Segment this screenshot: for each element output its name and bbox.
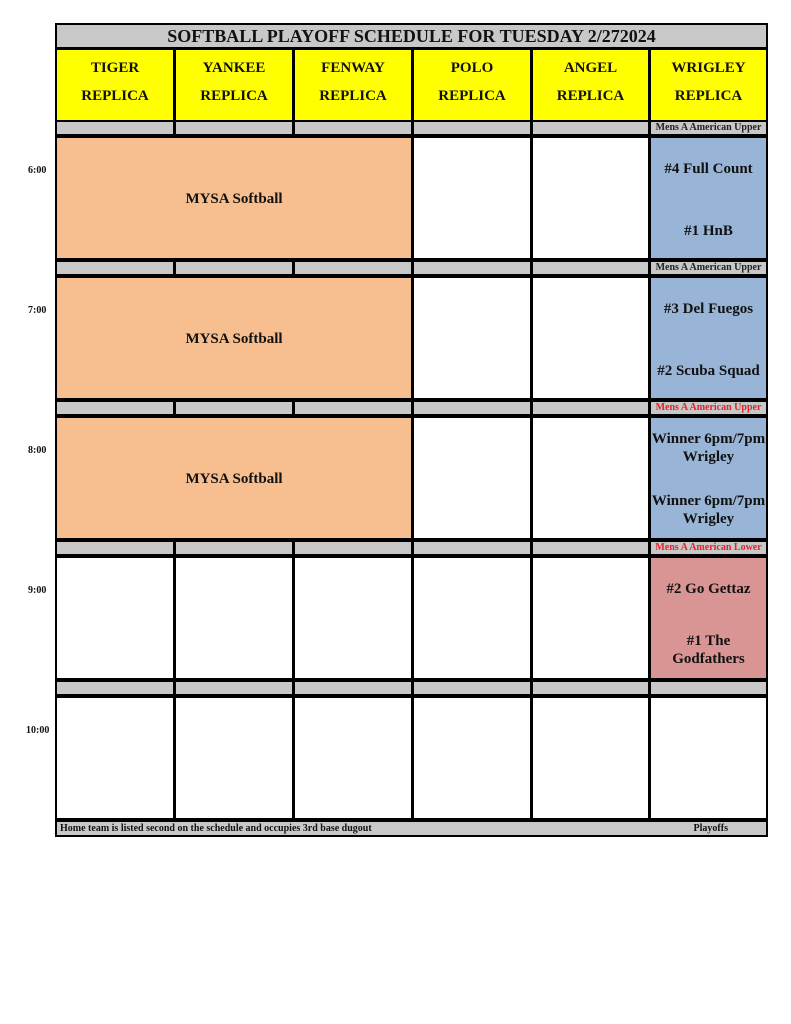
empty-slot	[531, 276, 650, 400]
mysa-label: MYSA Softball	[185, 471, 283, 487]
separator	[55, 680, 175, 696]
empty-slot	[412, 276, 532, 400]
footer-tag: Playoffs	[693, 823, 728, 834]
empty-slot	[174, 696, 294, 820]
home-team: Winner 6pm/7pm Wrigley	[651, 493, 766, 527]
mysa-block	[55, 276, 413, 400]
separator	[55, 120, 175, 136]
home-team: #1 The Godfathers	[672, 633, 745, 667]
empty-slot	[531, 136, 650, 260]
empty-slot	[531, 556, 650, 680]
field-sub: REPLICA	[319, 88, 387, 104]
mysa-label: MYSA Softball	[185, 191, 283, 207]
separator	[293, 260, 413, 276]
field-name: POLO	[450, 60, 494, 76]
time-label: 9:00	[28, 585, 47, 596]
empty-slot	[531, 416, 650, 540]
empty-slot	[55, 556, 175, 680]
empty-slot	[531, 696, 650, 820]
field-name: WRIGLEY	[671, 60, 746, 76]
division-label: Mens A American Upper	[649, 260, 768, 276]
time-label: 8:00	[28, 445, 47, 456]
separator	[649, 680, 768, 696]
separator	[412, 680, 532, 696]
empty-slot	[293, 556, 413, 680]
separator	[174, 680, 294, 696]
separator	[293, 120, 413, 136]
field-sub: REPLICA	[81, 88, 149, 104]
time-label: 7:00	[28, 305, 47, 316]
separator	[174, 260, 294, 276]
mysa-block	[55, 136, 413, 260]
empty-slot	[55, 696, 175, 820]
separator	[531, 540, 650, 556]
division-label: Mens A American Upper	[649, 400, 768, 416]
game-cell	[649, 276, 768, 400]
separator	[412, 540, 532, 556]
separator	[412, 400, 532, 416]
empty-slot	[649, 696, 768, 820]
empty-slot	[174, 556, 294, 680]
separator	[55, 400, 175, 416]
separator	[55, 540, 175, 556]
home-team: #1 HnB	[684, 223, 733, 239]
mysa-block	[55, 416, 413, 540]
empty-slot	[412, 136, 532, 260]
separator	[293, 680, 413, 696]
division-label: Mens A American Lower	[649, 540, 768, 556]
away-team: #4 Full Count	[664, 161, 753, 177]
field-sub: REPLICA	[674, 88, 743, 104]
empty-slot	[293, 696, 413, 820]
schedule-title: SOFTBALL PLAYOFF SCHEDULE FOR TUESDAY 2/272024	[55, 23, 768, 49]
field-name: YANKEE	[202, 60, 266, 76]
separator	[174, 400, 294, 416]
empty-slot	[412, 696, 532, 820]
separator	[412, 120, 532, 136]
separator	[531, 260, 650, 276]
game-cell	[649, 416, 768, 540]
separator	[293, 400, 413, 416]
away-team: #3 Del Fuegos	[663, 301, 754, 317]
separator	[531, 400, 650, 416]
separator	[174, 540, 294, 556]
separator	[174, 120, 294, 136]
empty-slot	[412, 556, 532, 680]
field-sub: REPLICA	[438, 88, 506, 104]
game-cell	[649, 136, 768, 260]
time-label: 6:00	[28, 165, 47, 176]
schedule-table	[55, 23, 768, 839]
field-sub: REPLICA	[556, 88, 625, 104]
time-label: 10:00	[26, 725, 50, 736]
division-label: Mens A American Upper	[649, 120, 768, 136]
field-sub: REPLICA	[200, 88, 268, 104]
game-cell	[649, 556, 768, 680]
field-name: FENWAY	[321, 60, 385, 76]
separator	[293, 540, 413, 556]
separator	[531, 120, 650, 136]
footer-note: Home team is listed second on the schedule and occupies 3rd base dugout	[60, 823, 372, 834]
separator	[531, 680, 650, 696]
empty-slot	[412, 416, 532, 540]
away-team: Winner 6pm/7pm Wrigley	[651, 431, 766, 465]
separator	[55, 260, 175, 276]
field-name: ANGEL	[563, 60, 618, 76]
field-name: TIGER	[90, 60, 140, 76]
away-team: #2 Go Gettaz	[666, 581, 751, 597]
schedule-footer	[55, 820, 768, 837]
mysa-label: MYSA Softball	[185, 331, 283, 347]
separator	[412, 260, 532, 276]
home-team: #2 Scuba Squad	[657, 363, 760, 379]
